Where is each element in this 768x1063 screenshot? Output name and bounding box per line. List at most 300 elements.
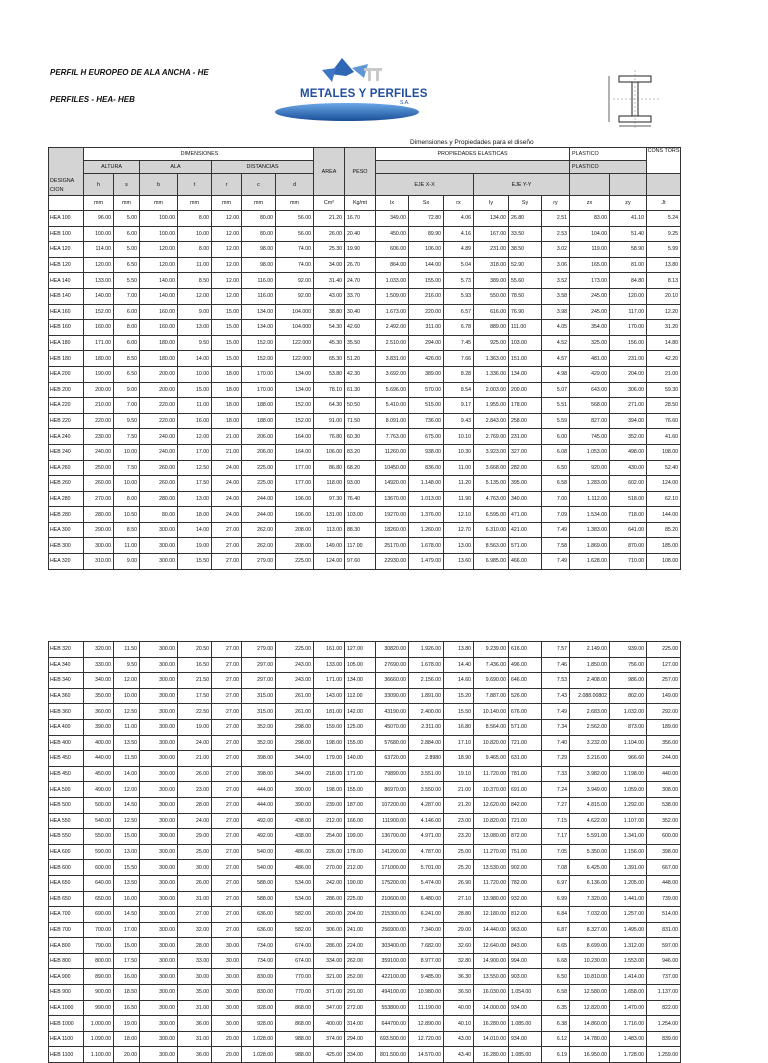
table-cell: 241.00 xyxy=(345,922,376,938)
table-cell: 6.00 xyxy=(114,304,140,320)
table-cell: 27.00 xyxy=(212,688,242,704)
unit-cell: mm xyxy=(178,196,212,211)
table-row xyxy=(49,335,681,351)
table-cell: 868.00 xyxy=(276,1016,314,1032)
table-cell: 16.50 xyxy=(114,1000,140,1016)
table-cell: 27.00 xyxy=(212,554,242,570)
table-cell: 23.20 xyxy=(444,829,474,845)
table-cell: 359100.00 xyxy=(376,953,409,969)
table-cell: 690.00 xyxy=(84,907,114,923)
table-cell: 76.60 xyxy=(647,413,681,429)
table-cell: 78.10 xyxy=(314,382,345,398)
table-cell: 11.00 xyxy=(178,257,212,273)
table-cell: 902.00 xyxy=(509,860,542,876)
table-cell: 166.00 xyxy=(345,813,376,829)
table-cell: 244.00 xyxy=(242,491,276,507)
table-cell: 334.00 xyxy=(314,953,345,969)
table-cell: 356.00 xyxy=(647,735,681,751)
table-cell: 12.00 xyxy=(212,211,242,227)
table-cell: 3.692.00 xyxy=(376,366,409,382)
table-cell: 2.156.00 xyxy=(409,673,444,689)
table-cell: 822.00 xyxy=(647,1000,681,1016)
table-cell: 770.00 xyxy=(276,969,314,985)
table-cell: 21.00 xyxy=(444,782,474,798)
table-cell: 20.40 xyxy=(345,226,376,242)
table-cell: 27.00 xyxy=(212,891,242,907)
table-row xyxy=(49,288,681,304)
profile-designation-cell: HEA 100 xyxy=(49,211,84,227)
table-cell: 872.00 xyxy=(509,829,542,845)
profile-designation-cell: HEA 140 xyxy=(49,273,84,289)
profile-designation-cell: HEB 300 xyxy=(49,538,84,554)
table-cell: 279.00 xyxy=(242,642,276,658)
table-cell: 15.00 xyxy=(212,304,242,320)
table-cell: 270.00 xyxy=(314,860,345,876)
table-cell: 734.00 xyxy=(242,938,276,954)
table-cell: 7.00 xyxy=(542,491,570,507)
table-cell: 390.00 xyxy=(84,719,114,735)
table-cell: 100.00 xyxy=(140,226,178,242)
profile-designation-cell: HEB 900 xyxy=(49,985,84,1001)
table-cell: 15.00 xyxy=(178,382,212,398)
table-cell: 22.50 xyxy=(178,704,212,720)
table-cell: 734.00 xyxy=(242,953,276,969)
table-row xyxy=(49,522,681,538)
table-cell: 354.00 xyxy=(570,320,610,336)
table-cell: 21.00 xyxy=(212,444,242,460)
unit-cell: mm xyxy=(212,196,242,211)
table-cell: 131.00 xyxy=(314,507,345,523)
table-cell: 40.10 xyxy=(444,1016,474,1032)
table-cell: 91.00 xyxy=(314,413,345,429)
table-cell: 988.00 xyxy=(276,1031,314,1047)
unit-cell: mm xyxy=(84,196,114,211)
table-cell: 11.90 xyxy=(444,491,474,507)
title-line-1: PERFIL H EUROPEO DE ALA ANCHA - HE xyxy=(50,68,209,77)
table-cell: 116.00 xyxy=(242,288,276,304)
table-row xyxy=(49,782,681,798)
table-row xyxy=(49,1000,681,1016)
table-cell: 280.00 xyxy=(84,507,114,523)
table-cell: 97.30 xyxy=(314,491,345,507)
table-cell: 2.562.00 xyxy=(570,719,610,735)
table-cell: 61.30 xyxy=(345,382,376,398)
table-cell: 7.66 xyxy=(444,351,474,367)
table-cell: 7.49 xyxy=(542,522,570,538)
table-cell: 450.00 xyxy=(84,766,114,782)
table-row xyxy=(49,226,681,242)
table-cell: 10.00 xyxy=(114,444,140,460)
table-row xyxy=(49,351,681,367)
table-cell: 14.50 xyxy=(114,797,140,813)
table-cell: 16.00 xyxy=(178,413,212,429)
table-cell: 20.50 xyxy=(178,642,212,658)
table-cell: 31.00 xyxy=(178,1000,212,1016)
profile-designation-cell: HEB 600 xyxy=(49,860,84,876)
table-cell: 5.474.00 xyxy=(409,875,444,891)
profiles-table-bottom xyxy=(48,641,681,1063)
table-cell: 16.280.00 xyxy=(474,1016,509,1032)
table-cell: 171.00 xyxy=(314,673,345,689)
table-cell: 13.50 xyxy=(114,735,140,751)
table-cell: 18.00 xyxy=(212,413,242,429)
table-cell: 270.00 xyxy=(84,491,114,507)
table-cell: 6.480.00 xyxy=(409,891,444,907)
table-cell: 18.90 xyxy=(444,751,474,767)
table-cell: 103.00 xyxy=(345,507,376,523)
table-cell: 160.00 xyxy=(140,304,178,320)
table-row xyxy=(49,507,681,523)
table-cell: 6.78 xyxy=(444,320,474,336)
table-cell: 239.00 xyxy=(314,797,345,813)
profile-designation-cell: HEB 180 xyxy=(49,351,84,367)
table-cell: 920.00 xyxy=(570,460,610,476)
table-cell: 243.00 xyxy=(276,657,314,673)
table-cell: 320.00 xyxy=(84,642,114,658)
table-cell: 12.20 xyxy=(647,304,681,320)
table-cell: 492.00 xyxy=(242,829,276,845)
table-cell: 582.00 xyxy=(276,907,314,923)
table-cell: 14920.00 xyxy=(376,476,409,492)
table-cell: 444.00 xyxy=(242,797,276,813)
table-cell: 8.563.00 xyxy=(474,538,509,554)
table-cell: 292.00 xyxy=(647,704,681,720)
table-cell: 10450.00 xyxy=(376,460,409,476)
table-cell: 7.34 xyxy=(542,719,570,735)
table-cell: 3.232.00 xyxy=(570,735,610,751)
unit-cell: mm xyxy=(114,196,140,211)
profile-designation-cell: HEA 200 xyxy=(49,366,84,382)
table-cell: 291.00 xyxy=(345,985,376,1001)
table-cell: 310.00 xyxy=(84,554,114,570)
table-cell: 1.850.00 xyxy=(570,657,610,673)
table-cell: 9.50 xyxy=(114,657,140,673)
table-cell: 8.327.00 xyxy=(570,922,610,938)
table-cell: 250.00 xyxy=(84,460,114,476)
table-cell: 1.312.00 xyxy=(610,938,647,954)
table-cell: 33.50 xyxy=(509,226,542,242)
table-cell: 12.00 xyxy=(178,429,212,445)
unit-cell: Sy xyxy=(509,196,542,211)
table-cell: 7.49 xyxy=(542,554,570,570)
table-cell: 41.60 xyxy=(647,429,681,445)
table-cell: 141200.00 xyxy=(376,844,409,860)
table-cell: 27.00 xyxy=(212,766,242,782)
table-cell: 33.00 xyxy=(178,953,212,969)
table-cell: 8.54 xyxy=(444,382,474,398)
table-cell: 220.00 xyxy=(140,413,178,429)
table-cell: 122.000 xyxy=(276,335,314,351)
table-cell: 297.00 xyxy=(242,673,276,689)
table-cell: 134.00 xyxy=(474,211,509,227)
table-cell: 8.00 xyxy=(178,242,212,258)
table-row xyxy=(49,813,681,829)
table-cell: 140.00 xyxy=(140,288,178,304)
table-cell: 297.00 xyxy=(242,657,276,673)
table-row xyxy=(49,642,681,658)
table-cell: 28.00 xyxy=(178,938,212,954)
table-cell: 27690.00 xyxy=(376,657,409,673)
table-cell: 802.00 xyxy=(610,688,647,704)
profile-designation-cell: HEB 400 xyxy=(49,735,84,751)
table-cell: 7.29 xyxy=(542,751,570,767)
table-cell: 6.985.00 xyxy=(474,554,509,570)
table-cell: 225.00 xyxy=(242,476,276,492)
table-cell: 864.00 xyxy=(376,257,409,273)
table-cell: 10.00 xyxy=(178,366,212,382)
table-cell: 12.00 xyxy=(212,273,242,289)
table-cell: 206.00 xyxy=(242,444,276,460)
table-cell: 8.13 xyxy=(647,273,681,289)
table-cell: 43.40 xyxy=(444,1047,474,1063)
table-cell: 1.107.00 xyxy=(610,813,647,829)
table-cell: 12.00 xyxy=(212,288,242,304)
table-cell: 198.00 xyxy=(314,735,345,751)
table-cell: 422100.00 xyxy=(376,969,409,985)
table-cell: 12.00 xyxy=(178,288,212,304)
table-cell: 7.58 xyxy=(542,538,570,554)
profile-designation-cell: HEA 800 xyxy=(49,938,84,954)
table-cell: 571.00 xyxy=(509,719,542,735)
table-cell: 134.00 xyxy=(242,320,276,336)
table-cell: 514.00 xyxy=(647,907,681,923)
table-cell: 16.00 xyxy=(114,969,140,985)
table-cell: 395.00 xyxy=(509,476,542,492)
table-cell: 38.50 xyxy=(509,242,542,258)
table-cell: 159.00 xyxy=(314,719,345,735)
table-cell: 12.00 xyxy=(212,242,242,258)
table-cell: 23.00 xyxy=(444,813,474,829)
table-row xyxy=(49,273,681,289)
table-cell: 700.00 xyxy=(84,922,114,938)
table-cell: 200.00 xyxy=(509,382,542,398)
table-cell: 15.00 xyxy=(212,320,242,336)
table-cell: 7.340.00 xyxy=(409,922,444,938)
table-cell: 500.00 xyxy=(84,797,114,813)
table-cell: 12.00 xyxy=(114,673,140,689)
table-cell: 20.00 xyxy=(114,1047,140,1063)
table-cell: 18.00 xyxy=(178,507,212,523)
table-cell: 97.60 xyxy=(345,554,376,570)
table-cell: 1.658.00 xyxy=(610,985,647,1001)
table-row xyxy=(49,211,681,227)
table-cell: 262.00 xyxy=(242,522,276,538)
table-cell: 300.00 xyxy=(140,766,178,782)
table-cell: 13.80 xyxy=(647,257,681,273)
table-cell: 65.30 xyxy=(314,351,345,367)
profile-designation-cell: HEB 100 xyxy=(49,226,84,242)
table-cell: 30.40 xyxy=(345,304,376,320)
table-cell: 89.90 xyxy=(409,226,444,242)
table-cell: 836.00 xyxy=(409,460,444,476)
dimensions-title: Dimensiones y Propiedades para el diseño xyxy=(410,139,534,146)
table-cell: 215300.00 xyxy=(376,907,409,923)
plastico-sub-header: PLASTICO xyxy=(570,161,647,174)
unit-cell: rx xyxy=(444,196,474,211)
table-cell: 189.00 xyxy=(647,719,681,735)
table-cell: 60.30 xyxy=(345,429,376,445)
unit-cell: mm xyxy=(276,196,314,211)
table-cell: 17.50 xyxy=(178,476,212,492)
table-cell: 107200.00 xyxy=(376,797,409,813)
table-cell: 17.00 xyxy=(114,922,140,938)
table-cell: 300.00 xyxy=(140,719,178,735)
table-cell: 15.50 xyxy=(114,860,140,876)
profile-designation-cell: HEA 1100 xyxy=(49,1031,84,1047)
table-cell: 300.00 xyxy=(140,704,178,720)
table-cell: 1.254.00 xyxy=(647,1016,681,1032)
table-cell: 444.00 xyxy=(242,782,276,798)
table-cell: 36.30 xyxy=(444,969,474,985)
table-cell: 425.00 xyxy=(314,1047,345,1063)
table-cell: 421.00 xyxy=(509,522,542,538)
profile-designation-cell: HEB 320 xyxy=(49,642,84,658)
table-cell: 27.00 xyxy=(212,735,242,751)
table-cell: 438.00 xyxy=(276,813,314,829)
table-cell: 6.87 xyxy=(542,922,570,938)
table-cell: 10.00 xyxy=(178,226,212,242)
table-cell: 830.00 xyxy=(242,969,276,985)
table-row xyxy=(49,719,681,735)
table-cell: 11.190.00 xyxy=(409,1000,444,1016)
table-cell: 900.00 xyxy=(84,985,114,1001)
table-cell: 934.00 xyxy=(509,1000,542,1016)
table-cell: 3.58 xyxy=(542,288,570,304)
table-cell: 103.00 xyxy=(509,335,542,351)
table-cell: 1.509.00 xyxy=(376,288,409,304)
table-cell: 398.00 xyxy=(242,766,276,782)
table-cell: 180.00 xyxy=(140,335,178,351)
table-cell: 9.50 xyxy=(114,413,140,429)
table-cell: 13.00 xyxy=(114,844,140,860)
table-cell: 870.00 xyxy=(610,538,647,554)
altura-header: ALTURA xyxy=(84,161,140,174)
table-cell: 175200.00 xyxy=(376,875,409,891)
table-cell: 12.50 xyxy=(178,460,212,476)
table-cell: 1.891.00 xyxy=(409,688,444,704)
table-cell: 6.35 xyxy=(542,1000,570,1016)
table-cell: 32.60 xyxy=(444,938,474,954)
table-cell: 261.00 xyxy=(276,704,314,720)
table-cell: 13.00 xyxy=(444,538,474,554)
table-cell: 300.00 xyxy=(140,642,178,658)
table-cell: 134.00 xyxy=(509,366,542,382)
table-cell: 582.00 xyxy=(276,922,314,938)
table-cell: 13.00 xyxy=(178,320,212,336)
table-cell: 6.310.00 xyxy=(474,522,509,538)
table-cell: 155.00 xyxy=(345,782,376,798)
table-cell: 5.410.00 xyxy=(376,398,409,414)
table-cell: 127.00 xyxy=(647,657,681,673)
table-cell: 12.890.00 xyxy=(409,1016,444,1032)
table-cell: 371.00 xyxy=(314,985,345,1001)
table-cell: 21.20 xyxy=(444,797,474,813)
table-cell: 5.350.00 xyxy=(570,844,610,860)
table-cell: 25170.00 xyxy=(376,538,409,554)
table-cell: 737.00 xyxy=(647,969,681,985)
eje-yy-header: EJE Y-Y xyxy=(474,174,570,196)
table-cell: 93.00 xyxy=(345,476,376,492)
table-cell: 7.032.00 xyxy=(570,907,610,923)
table-cell: 308.00 xyxy=(647,782,681,798)
table-cell: 31.40 xyxy=(314,273,345,289)
table-cell: 360.00 xyxy=(84,704,114,720)
table-row xyxy=(49,320,681,336)
table-cell: 14.010.00 xyxy=(474,1031,509,1047)
logo-text: METALES Y PERFILES xyxy=(300,88,428,100)
table-cell: 27.00 xyxy=(212,522,242,538)
table-cell: 36.00 xyxy=(178,1047,212,1063)
unit-cell: ry xyxy=(542,196,570,211)
table-cell: 6.241.00 xyxy=(409,907,444,923)
table-cell: 321.00 xyxy=(314,969,345,985)
designacion-header: DESIGNA CION xyxy=(49,148,84,196)
table-cell: 196.00 xyxy=(276,507,314,523)
table-cell: 28.50 xyxy=(647,398,681,414)
table-cell: 252.00 xyxy=(345,969,376,985)
sym-t: t xyxy=(178,174,212,196)
table-cell: 745.00 xyxy=(570,429,610,445)
table-cell: 644700.00 xyxy=(376,1016,409,1032)
table-cell: 260.00 xyxy=(140,476,178,492)
table-cell: 300.00 xyxy=(140,1031,178,1047)
table-cell: 10.30 xyxy=(444,444,474,460)
table-cell: 21.00 xyxy=(178,751,212,767)
table-cell: 212.00 xyxy=(314,813,345,829)
table-cell: 5.99 xyxy=(647,242,681,258)
table-cell: 3.982.00 xyxy=(570,766,610,782)
table-cell: 13.00 xyxy=(178,491,212,507)
table-row xyxy=(49,444,681,460)
table-cell: 200.00 xyxy=(140,366,178,382)
table-cell: 230.00 xyxy=(84,429,114,445)
table-cell: 570.00 xyxy=(409,382,444,398)
table-cell: 471.00 xyxy=(509,507,542,523)
table-cell: 13.50 xyxy=(114,875,140,891)
table-row xyxy=(49,554,681,570)
table-cell: 718.00 xyxy=(610,507,647,523)
table-cell: 9.00 xyxy=(178,304,212,320)
table-cell: 602.00 xyxy=(610,476,647,492)
table-cell: 8.28 xyxy=(444,366,474,382)
table-cell: 426.00 xyxy=(409,351,444,367)
table-cell: 646.00 xyxy=(509,673,542,689)
table-cell: 208.00 xyxy=(276,522,314,538)
table-cell: 4.89 xyxy=(444,242,474,258)
table-cell: 300.00 xyxy=(140,554,178,570)
table-cell: 300.00 xyxy=(140,953,178,969)
table-cell: 553800.00 xyxy=(376,1000,409,1016)
profile-designation-cell: HEA 120 xyxy=(49,242,84,258)
table-cell: 1.534.00 xyxy=(570,507,610,523)
table-cell: 12.50 xyxy=(114,704,140,720)
table-cell: 260.00 xyxy=(84,476,114,492)
table-cell: 340.00 xyxy=(509,491,542,507)
table-cell: 210.00 xyxy=(84,398,114,414)
table-cell: 300.00 xyxy=(140,688,178,704)
table-cell: 231.00 xyxy=(474,242,509,258)
table-cell: 934.00 xyxy=(509,1031,542,1047)
table-cell: 220.00 xyxy=(140,398,178,414)
table-cell: 279.00 xyxy=(242,554,276,570)
profile-designation-cell: HEB 1100 xyxy=(49,1047,84,1063)
profile-designation-cell: HEB 140 xyxy=(49,288,84,304)
profile-designation-cell: HEA 400 xyxy=(49,719,84,735)
table-cell: 300.00 xyxy=(140,735,178,751)
unit-cell: Jt xyxy=(647,196,681,211)
table-cell: 225.00 xyxy=(276,642,314,658)
table-cell: 245.00 xyxy=(570,304,610,320)
